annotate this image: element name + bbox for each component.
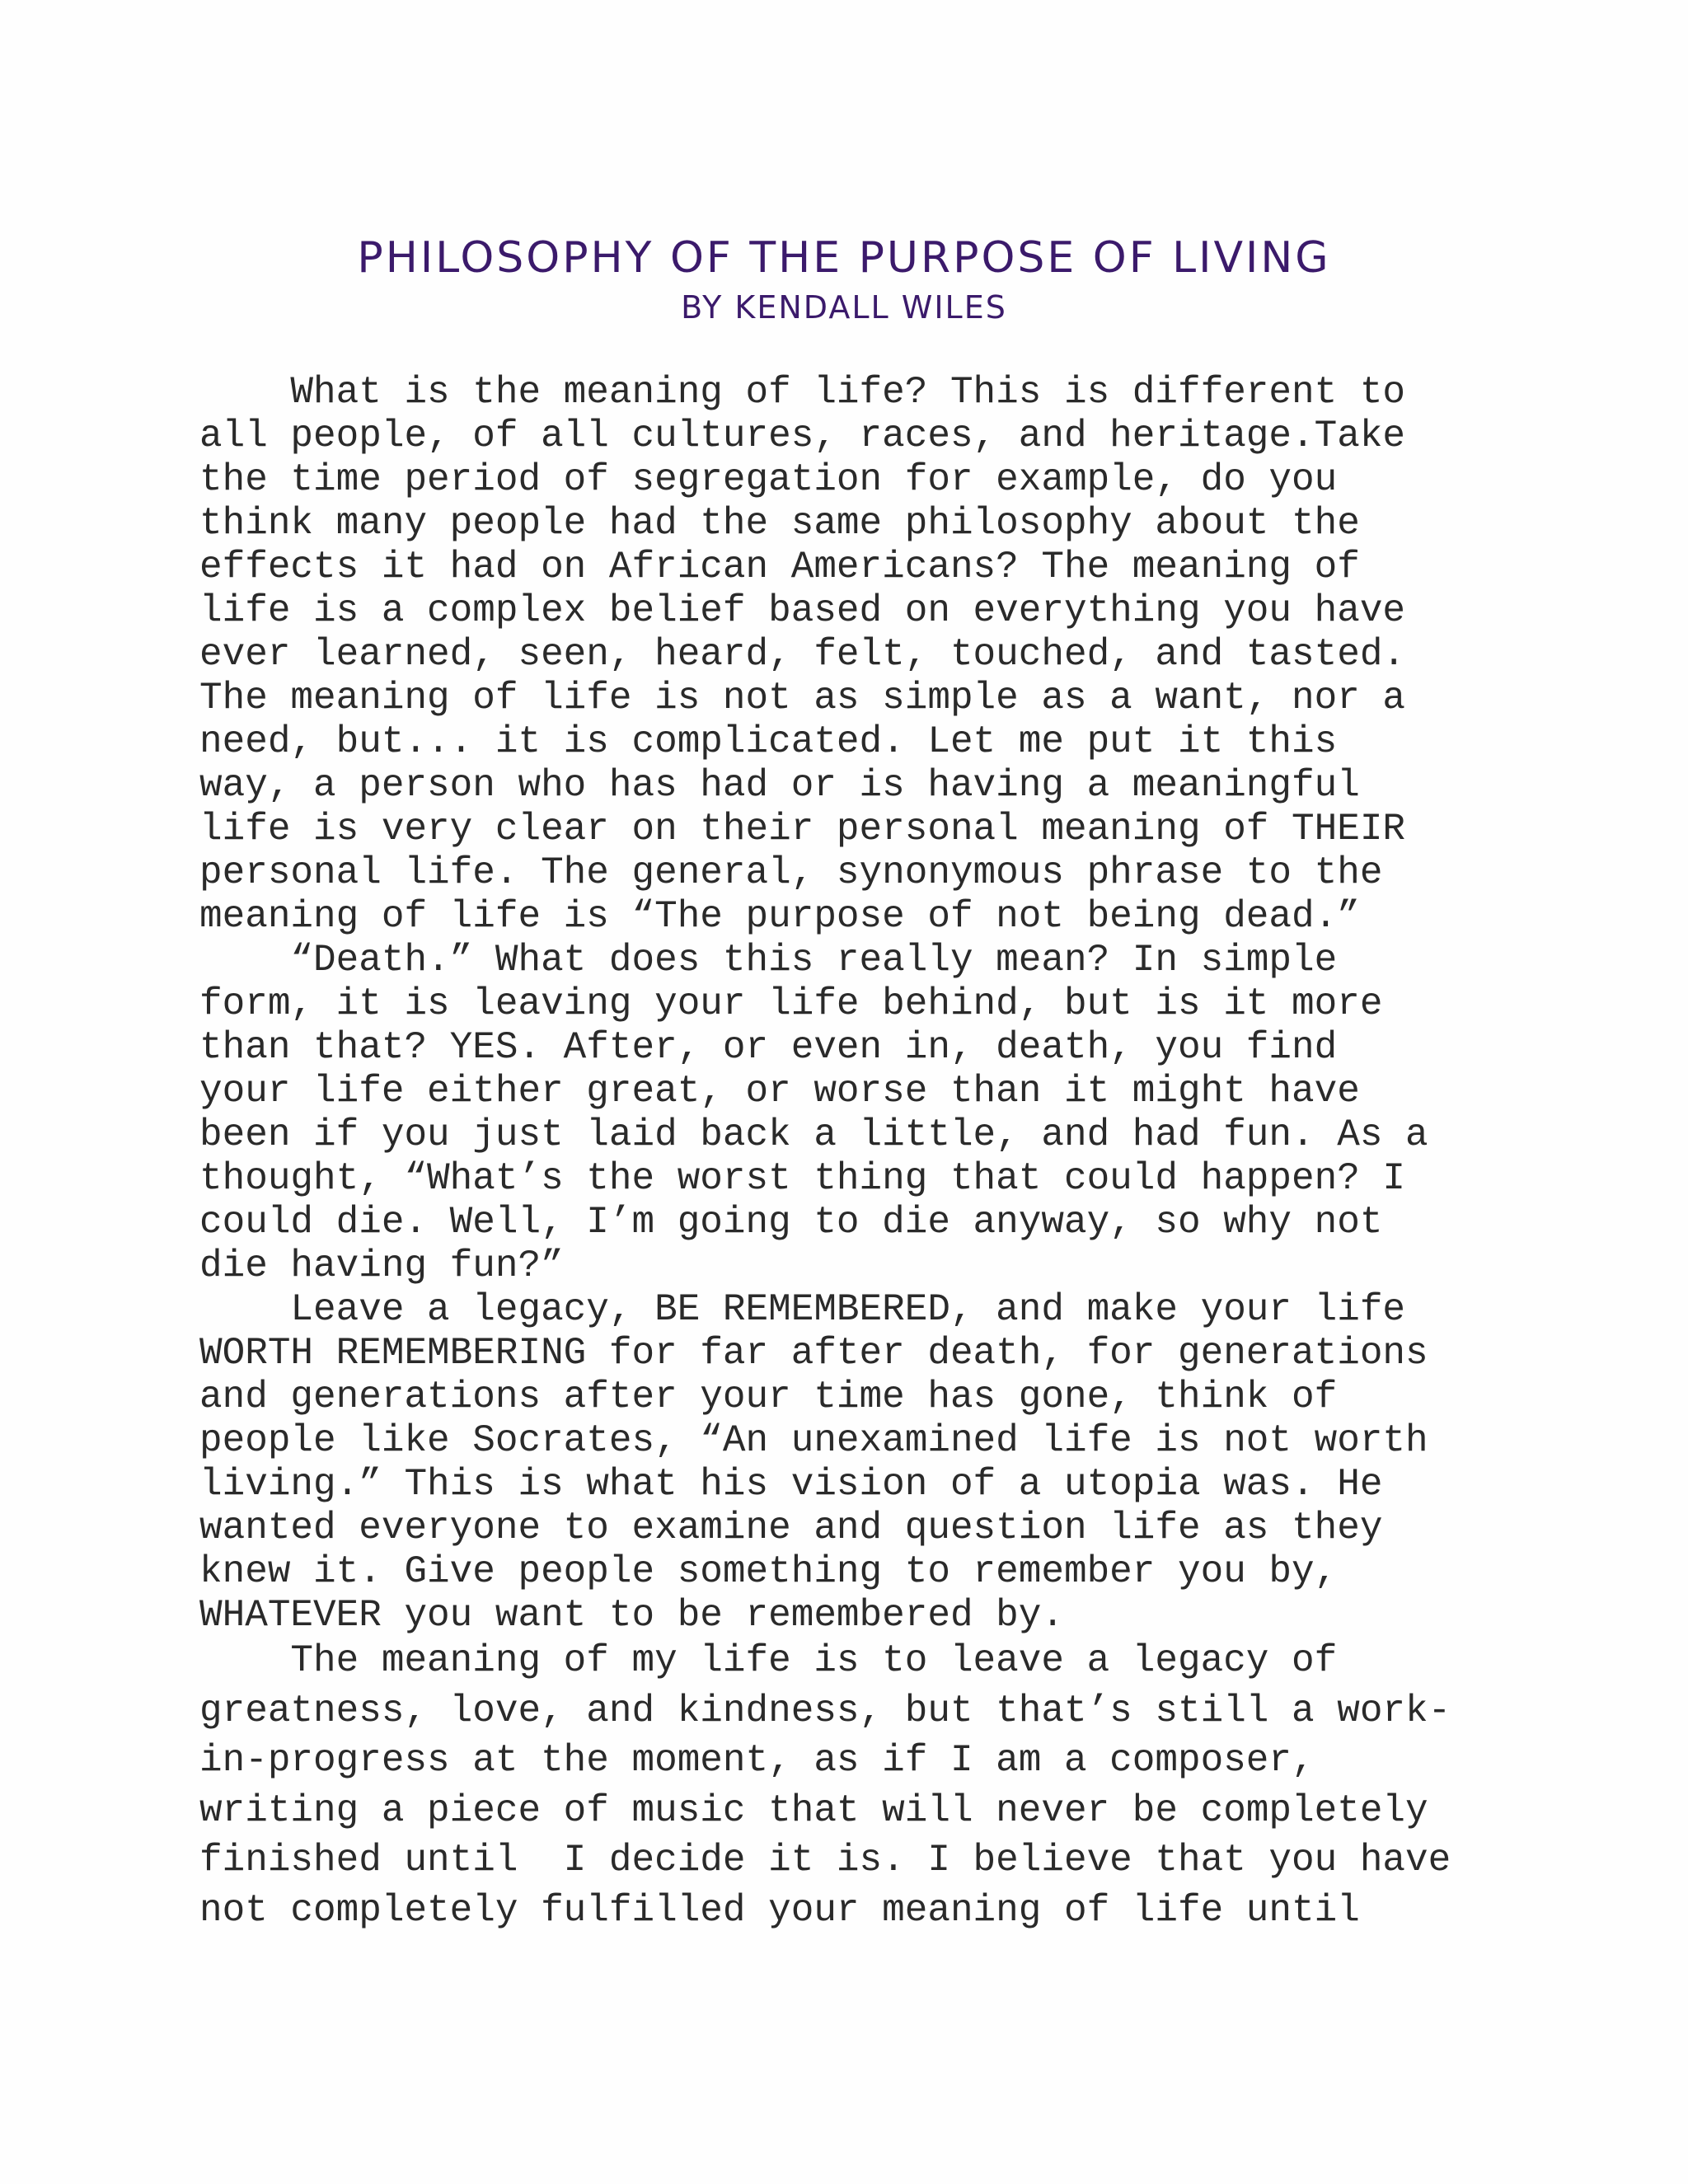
body-line: knew it. Give people something to remember you by,	[199, 1550, 1338, 1593]
body-line: wanted everyone to examine and question life as they	[199, 1507, 1383, 1549]
body-line: The meaning of life is not as simple as a want, nor a	[199, 677, 1406, 719]
body-line: WHATEVER you want to be remembered by.	[199, 1594, 1064, 1637]
document-title: PHILOSOPHY OF THE PURPOSE OF LIVING	[357, 233, 1331, 283]
body-line: life is a complex belief based on everything you have	[199, 589, 1406, 632]
body-line: in-progress at the moment, as if I am a composer,	[199, 1739, 1315, 1782]
body-line: than that? YES. After, or even in, death, you find	[199, 1026, 1338, 1069]
body-line: people like Socrates, “An unexamined life is not worth	[199, 1419, 1428, 1462]
body-line: “Death.” What does this really mean? In simple	[199, 939, 1338, 982]
document-byline: BY KENDALL WILES	[681, 289, 1007, 326]
body-line: not completely fulfilled your meaning of life until	[199, 1888, 1360, 1932]
body-line: Leave a legacy, BE REMEMBERED, and make your life	[199, 1288, 1406, 1331]
body-line: your life either great, or worse than it might have	[199, 1070, 1360, 1113]
body-line: die having fun?”	[199, 1244, 564, 1287]
body-line: personal life. The general, synonymous phrase to the	[199, 851, 1383, 894]
body-line: What is the meaning of life? This is different to	[199, 371, 1406, 414]
body-line: finished until I decide it is. I believe that you have	[199, 1839, 1451, 1882]
body-line: been if you just laid back a little, and had fun. As a	[199, 1113, 1428, 1156]
body-line: and generations after your time has gone, think of	[199, 1376, 1338, 1418]
body-line: need, but... it is complicated. Let me put it this	[199, 720, 1338, 763]
body-line: ever learned, seen, heard, felt, touched, and tasted.	[199, 633, 1406, 676]
body-line: The meaning of my life is to leave a legacy of	[199, 1639, 1338, 1682]
body-line: thought, “What’s the worst thing that could happen? I	[199, 1157, 1406, 1200]
body-line: living.” This is what his vision of a utopia was. He	[199, 1463, 1383, 1506]
body-line: life is very clear on their personal meaning of THEIR	[199, 808, 1406, 851]
body-line: writing a piece of music that will never be completely	[199, 1788, 1428, 1832]
body-line: could die. Well, I’m going to die anyway, so why not	[199, 1201, 1383, 1244]
body-line: think many people had the same philosophy about the	[199, 502, 1360, 545]
body-line: all people, of all cultures, races, and heritage.Take	[199, 415, 1406, 457]
body-line: form, it is leaving your life behind, but is it more	[199, 982, 1383, 1025]
body-line: greatness, love, and kindness, but that’s still a work-	[199, 1689, 1451, 1732]
body-line: WORTH REMEMBERING for far after death, for generations	[199, 1332, 1428, 1375]
body-line: the time period of segregation for example, do you	[199, 458, 1338, 501]
body-line: way, a person who has had or is having a meaningful	[199, 764, 1360, 807]
body-line: meaning of life is “The purpose of not being dead.”	[199, 895, 1360, 938]
body-line: effects it had on African Americans? The meaning of	[199, 546, 1360, 588]
